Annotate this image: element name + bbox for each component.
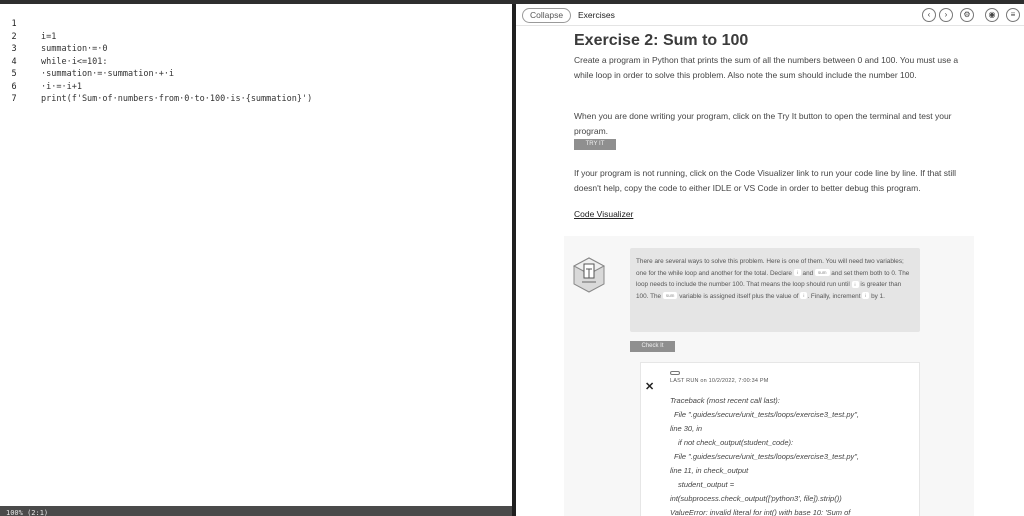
traceback-line: Traceback (most recent call last): (670, 396, 780, 405)
guide-header-title: Exercises (578, 10, 615, 20)
editor-status-bar: 100% (2:1) (0, 506, 512, 516)
traceback-line: line 11, in check_output (670, 466, 749, 475)
fail-x-icon: ✕ (645, 381, 655, 393)
code-editor[interactable] (0, 4, 512, 516)
result-indicator-icon (670, 371, 680, 375)
hint-text-part: . Finally, increment (807, 292, 861, 300)
traceback-line: ValueError: invalid literal for int() with base 10: 'Sum of (670, 508, 851, 516)
line-code[interactable]: ·i·=·i+1 (41, 81, 82, 92)
chevron-right-icon[interactable]: › (939, 8, 953, 22)
hint-text (636, 256, 914, 302)
line-code[interactable]: ·summation·=·summation·+·i (41, 69, 175, 80)
debug-paragraph: If your program is not running, click on the Code Visualizer link to run your code line by line. If that still doesn't help, copy the code to either IDLE or VS Code in order to better debug this program. (574, 168, 957, 193)
line-code[interactable]: while·i<=101: (41, 56, 108, 67)
code-visualizer-link[interactable]: Code Visualizer (574, 209, 634, 219)
test-result-panel (640, 362, 920, 516)
page-title: Exercise 2: Sum to 100 (574, 32, 749, 49)
line-number: 2 (11, 31, 17, 42)
traceback-line: int(subprocess.check_output(['python3', file]).strip()) (670, 494, 842, 503)
line-number: 7 (11, 94, 17, 105)
code-tag: sum (663, 292, 678, 299)
traceback-line: File ".guides/secure/unit_tests/loops/exercise3_test.py", (674, 410, 860, 419)
collapse-button[interactable]: Collapse (522, 8, 571, 23)
hint-text-part: and set them both to 0. The loop needs to include the number 100. That means the loop should run until (636, 269, 910, 288)
line-code[interactable]: i=1 (41, 31, 57, 42)
check-it-button[interactable]: Check It (630, 341, 675, 352)
traceback-line: student_output = (678, 480, 735, 489)
instructions-paragraph: Create a program in Python that prints the sum of all the numbers between 0 and 100. You must use a while loop in order to solve this problem. Also note the sum should include the number 100. (574, 55, 959, 80)
line-code[interactable]: print(f'Sum·of·numbers·from·0·to·100·is·{summation}') (41, 94, 313, 105)
line-number: 5 (11, 69, 17, 80)
gear-icon[interactable]: ⚙ (960, 8, 974, 22)
traceback-line: if not check_output(student_code): (678, 438, 794, 447)
line-number: 1 (11, 19, 17, 30)
code-tag: i (852, 281, 859, 288)
editor-line[interactable] (0, 6, 512, 42)
traceback-line: line 30, in (670, 424, 703, 433)
line-number: 3 (11, 44, 17, 55)
menu-icon[interactable]: ≡ (1006, 8, 1020, 22)
broadcast-icon[interactable]: ◉ (985, 8, 999, 22)
try-it-paragraph: When you are done writing your program, click on the Try It button to open the terminal and test your program. (574, 111, 952, 136)
hint-text-part: by 1. (871, 292, 885, 300)
hint-box (630, 248, 920, 332)
code-tag: i (862, 292, 869, 299)
robot-icon (572, 256, 606, 296)
last-run-time: LAST RUN on 10/2/2022, 7:00:34 PM (670, 378, 769, 384)
chevron-left-icon[interactable]: ‹ (922, 8, 936, 22)
line-number: 6 (11, 81, 17, 92)
guide-panel (516, 4, 1024, 516)
code-tag: i (800, 292, 807, 299)
line-code[interactable]: summation·=·0 (41, 44, 108, 55)
hint-text-part: and (802, 269, 814, 277)
hint-text-part: There are several ways to solve this problem. Here is one of them. You will need two variables; one for the while loop and another for the total. Declare (636, 258, 904, 277)
try-it-button[interactable]: TRY IT (574, 139, 616, 150)
hint-text-part: is greater than 100. The (636, 281, 902, 300)
guide-header (516, 4, 1024, 26)
hint-text-part: variable is assigned itself plus the value of (679, 292, 799, 300)
code-tag: i (794, 269, 801, 276)
traceback-line: File ".guides/secure/unit_tests/loops/exercise3_test.py", (674, 452, 860, 461)
line-number: 4 (11, 56, 17, 67)
code-tag: sum (815, 269, 830, 276)
